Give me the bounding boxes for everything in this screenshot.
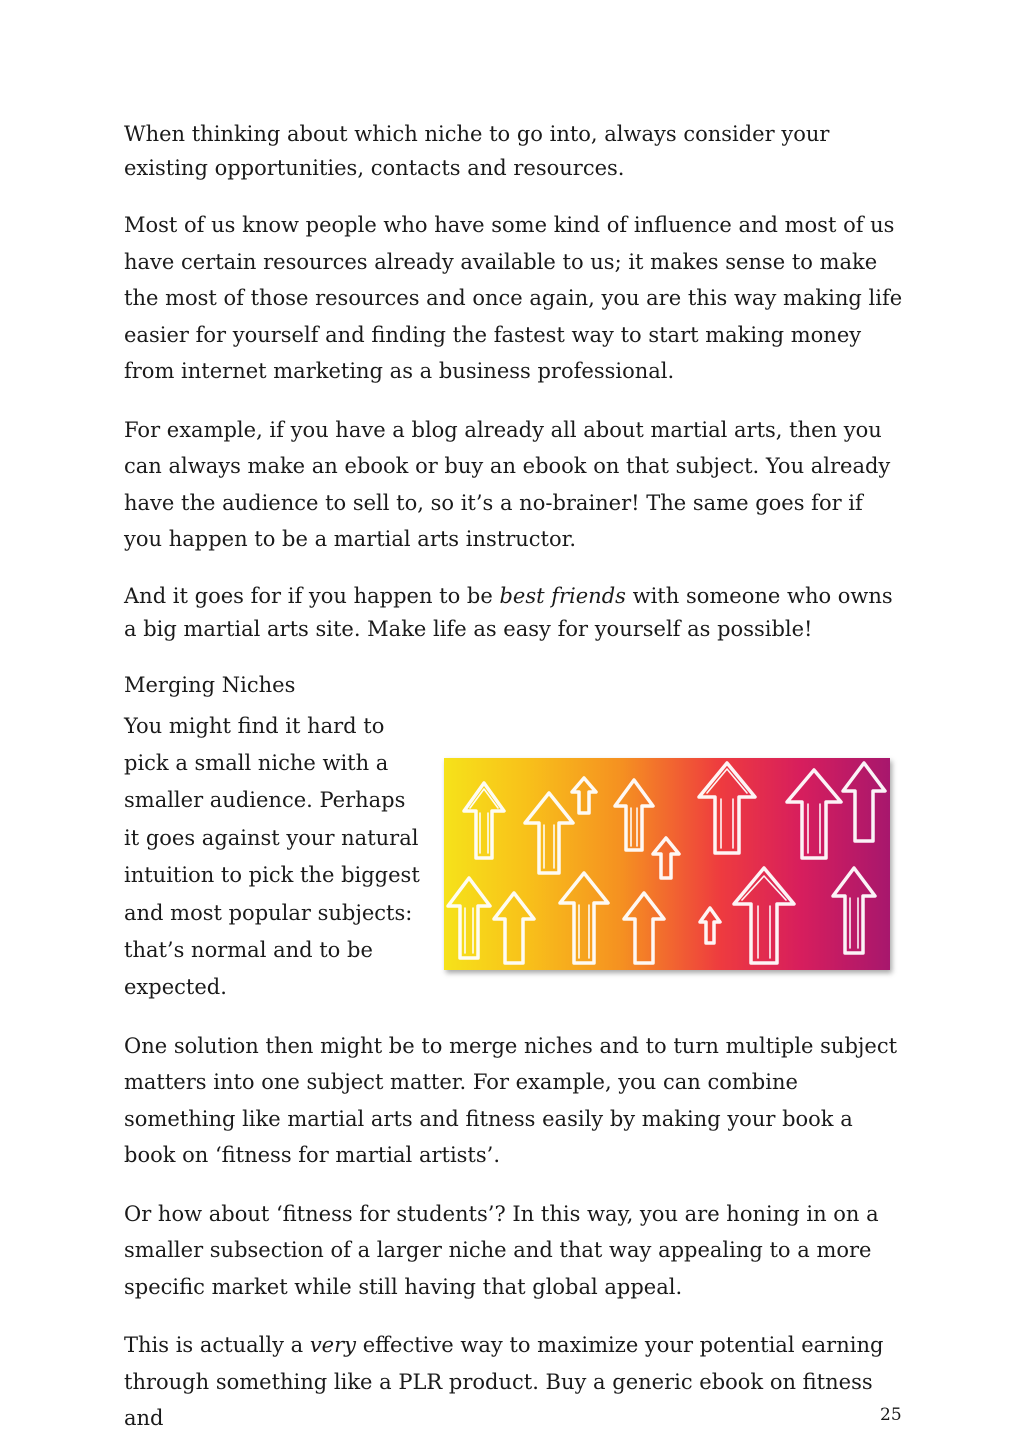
paragraph-small-niche: You might find it hard to pick a small niche with a smaller audience. Perhaps it goes against your natural intuition to pick the biggest and most popular subjects: that’s normal and to be expected. [124, 713, 420, 1000]
upward-arrows-illustration [444, 758, 890, 970]
emphasis-text: very [309, 1333, 357, 1357]
paragraph-merge-niches: One solution then might be to merge niches and to turn multiple subject matters into one subject matter. For example, you can combine something like martial arts and fitness easily by making your book a book on ‘fitness for martial artists’. [124, 1033, 898, 1167]
paragraph-opportunities: When thinking about which niche to go into, always consider your existing opportunities, contacts and resources. [124, 122, 830, 180]
section-heading: Merging Niches [124, 672, 296, 697]
text-segment: with someone who owns a big martial arts site. Make life as easy for yourself as possible! [124, 583, 893, 641]
text-with-image [124, 708, 904, 1006]
text-segment: And it goes for if you happen to be [124, 583, 500, 608]
page-number: 25 [880, 1405, 902, 1425]
paragraph-plr-product [124, 1327, 904, 1437]
paragraph-example-blog: For example, if you have a blog already all about martial arts, then you can always make an ebook or buy an ebook on that subject. You already have the audience to sell to, so it’s a no-brainer! The same goes for if you happen to be a martial arts instructor. [124, 417, 891, 551]
emphasis-text: best friends [499, 583, 626, 608]
paragraph-best-friends [124, 580, 904, 647]
paragraph-resources: Most of us know people who have some kind of influence and most of us have certain resources already available to us; it makes sense to make the most of those resources and once again, you are this way making life easier for yourself and finding the fastest way to start making money from internet marketing as a business professional. [124, 213, 903, 383]
arrows-drawing [444, 758, 890, 970]
page-content [124, 118, 904, 1437]
text-segment: effective way to maximize your potential earning through something like a PLR product. Buy a generic ebook on fitness and [124, 1333, 884, 1430]
paragraph-fitness-students: Or how about ‘fitness for students’? In this way, you are honing in on a smaller subsection of a larger niche and that way appealing to a more specific market while still having that global appeal. [124, 1201, 879, 1299]
text-segment: This is actually a [124, 1333, 310, 1357]
